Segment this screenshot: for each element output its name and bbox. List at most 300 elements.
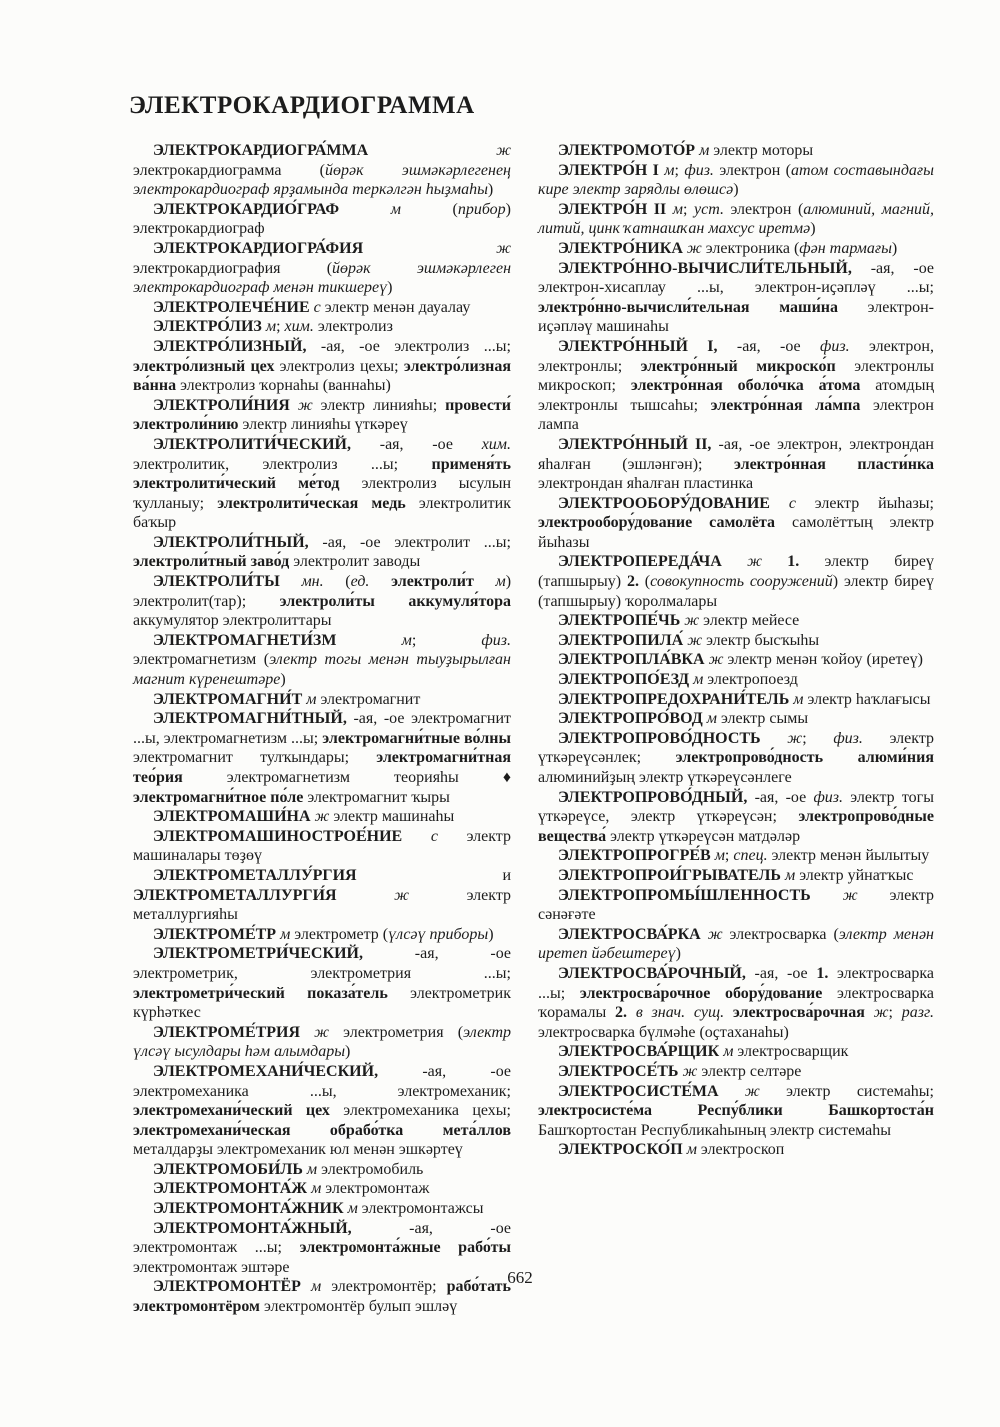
headword: ЭЛЕКТРО́ЛИЗНЫЙ, xyxy=(153,337,307,355)
example-phrase: электро́нно-вычисли́тельная маши́на xyxy=(538,298,838,316)
dictionary-entry xyxy=(538,650,934,670)
grammar-label: м xyxy=(664,161,675,179)
grammar-label: м xyxy=(280,925,291,943)
running-head: ЭЛЕКТРОКАРДИОГРАММА xyxy=(129,92,475,119)
headword: ЭЛЕКТРО́ННЫЙ I, xyxy=(558,337,718,355)
grammar-label: физ. xyxy=(684,161,714,179)
plain-text: ; xyxy=(724,847,734,865)
plain-text: электр металлургияһы xyxy=(133,886,511,924)
headword: ЭЛЕКТРОПЛА́ВКА xyxy=(558,651,705,669)
plain-text xyxy=(280,573,302,590)
plain-text xyxy=(402,828,431,845)
plain-text: электрометрик күрһәткес xyxy=(133,984,511,1022)
plain-text: ) xyxy=(280,671,286,689)
plain-text xyxy=(301,1278,311,1295)
example-phrase: электросва́рочное обору́дование xyxy=(579,984,823,1002)
plain-text: электр тогы үткәреүсе, электр үткәреүсән; xyxy=(538,788,934,826)
dictionary-entry xyxy=(538,925,934,964)
dictionary-entry xyxy=(538,866,934,886)
dictionary-entry xyxy=(133,298,511,318)
plain-text: электрондан яһалған пластинка xyxy=(538,475,754,493)
grammar-label: ж xyxy=(686,239,702,257)
headword: ЭЛЕКТРОПРОГРЕ́В xyxy=(558,847,711,865)
headword: ЭЛЕКТРОПРО́ВОД xyxy=(558,710,703,728)
dictionary-entry xyxy=(133,337,511,396)
plain-text: электролиз xyxy=(313,318,393,336)
example-phrase: электроли́т xyxy=(391,573,474,591)
plain-text: электр линияһы үткәреү xyxy=(238,416,408,434)
grammar-label: м xyxy=(401,631,412,649)
dictionary-entry xyxy=(538,141,934,161)
example-phrase: электромагни́тные во́лны xyxy=(322,729,511,747)
plain-text: электр үткәреүсән матдәләр xyxy=(606,827,801,845)
plain-text xyxy=(724,1004,733,1021)
plain-text: самолёттың электр йыһазы xyxy=(538,514,934,551)
plain-text: электр селтәре xyxy=(697,1062,802,1080)
headword: ЭЛЕКТРОМЕТАЛЛУ́РГИЯ xyxy=(153,866,357,884)
dictionary-entry xyxy=(538,337,934,435)
grammar-label: м xyxy=(793,690,804,708)
dictionary-entry xyxy=(538,886,934,925)
plain-text: электромагнит тулҡындары; xyxy=(133,749,377,767)
plain-text: электрокардиограмма ( xyxy=(133,161,325,179)
dictionary-entry xyxy=(538,611,934,631)
example-phrase: электромехани́ческий цех xyxy=(133,1102,330,1120)
grammar-label: ж xyxy=(787,729,803,747)
dictionary-entry xyxy=(538,161,934,200)
plain-text: ) электролит(тар); xyxy=(133,573,512,610)
plain-text: электрон, электронлы; xyxy=(538,337,934,375)
headword: ЭЛЕКТРОКАРДИОГРА́ММА xyxy=(153,142,369,159)
headword: ЭЛЕКТРОЛИ́НИЯ xyxy=(153,396,290,414)
plain-text: электроскоп xyxy=(696,1141,785,1159)
example-phrase: электромехани́ческая обрабо́тка мета́ллов xyxy=(133,1121,511,1139)
dictionary-entry xyxy=(133,1023,511,1062)
dictionary-entry xyxy=(538,1042,934,1062)
headword: ЭЛЕКТРОКАРДИО́ГРАФ xyxy=(153,200,340,218)
left-column xyxy=(133,141,511,1317)
plain-text: электромеханика цехы; xyxy=(329,1102,512,1120)
plain-text: электр һаҡлағысы xyxy=(803,690,931,708)
plain-text: электролиз ысулын ҡулланыу; xyxy=(133,475,512,512)
grammar-label: ж xyxy=(314,808,330,826)
headword: ЭЛЕКТРОКАРДИОГРА́ФИЯ xyxy=(153,239,364,257)
plain-text: аккумулятор электролиттары xyxy=(133,612,332,630)
plain-text: электр машинаһы xyxy=(329,808,455,826)
dictionary-entry xyxy=(133,239,511,298)
grammar-label: ж xyxy=(842,886,858,904)
plain-text: ) xyxy=(733,181,739,199)
plain-text xyxy=(770,495,789,512)
grammar-label: м xyxy=(310,1278,322,1296)
example-phrase: 1. xyxy=(787,553,800,571)
headword: ЭЛЕКТРОПИЛА́ xyxy=(558,631,684,649)
headword: ЭЛЕКТРОМОТО́Р xyxy=(558,142,696,159)
grammar-label: хим. xyxy=(284,318,314,336)
grammar-label: ж xyxy=(496,142,511,159)
example-phrase: электро́лизная ва́нна xyxy=(133,357,512,395)
plain-text xyxy=(300,1024,314,1041)
example-phrase: электромагни́тная тео́рия xyxy=(133,749,511,786)
grammar-label: м xyxy=(693,671,704,689)
dictionary-entry xyxy=(133,533,511,572)
plain-text: -ая, -ое электромеханика ...ы, электромеханик; xyxy=(133,1062,511,1100)
grammar-label: физ. xyxy=(833,729,863,747)
headword: ЭЛЕКТРОМЕХАНИ́ЧЕСКИЙ, xyxy=(153,1062,379,1080)
grammar-label: электр тогы менән тыуҙырылған магнит күренештәре xyxy=(133,651,511,689)
dictionary-entry xyxy=(538,729,934,788)
headword: ЭЛЕКТРОПЕ́ЧЬ xyxy=(558,612,681,630)
plain-text: ; xyxy=(683,200,694,218)
dictionary-entry xyxy=(538,1062,934,1082)
plain-text: электр сәнәғәте xyxy=(538,886,934,924)
dictionary-entry xyxy=(538,200,934,239)
plain-text: электросварщик xyxy=(733,1043,849,1061)
plain-text xyxy=(719,1083,745,1100)
plain-text: электролит заводы xyxy=(289,553,421,571)
grammar-label: физ. xyxy=(813,788,844,806)
plain-text: электр бысҡыһы xyxy=(702,631,820,649)
plain-text: Башҡортостан Республикаһының электр системаһы xyxy=(538,1121,892,1139)
example-phrase: применя́ть электролити́ческий ме́тод xyxy=(133,455,511,493)
headword: ЭЛЕКТРО́НИКА xyxy=(558,239,683,257)
example-phrase: электроли́тный заво́д xyxy=(133,553,290,571)
plain-text: электромонтаж xyxy=(321,1180,430,1198)
plain-text: ) xyxy=(810,220,816,238)
headword: ЭЛЕКТРОСВА́РЩИК xyxy=(558,1043,720,1061)
dictionary-entry xyxy=(538,670,934,690)
plain-text: электромагнит ҡыры xyxy=(303,788,450,806)
grammar-label: м xyxy=(495,573,506,591)
grammar-label: с xyxy=(313,298,321,316)
example-phrase: электросисте́ма Респу́блики Башкортоста́н xyxy=(538,1102,934,1120)
dictionary-entry xyxy=(538,1082,934,1141)
grammar-label: в знач. сущ. xyxy=(635,1004,725,1022)
plain-text: электр менән ҡойоу (иретеү) xyxy=(723,651,923,669)
grammar-label: алюминий, магний, литий, цинк ҡатнашҡан махсус иретмә xyxy=(538,200,935,238)
example-phrase: электролити́ческая медь xyxy=(217,494,406,512)
grammar-label: ж xyxy=(873,1004,889,1022)
plain-text: ) электрокардиограф xyxy=(133,200,511,238)
plain-text: -ая, -ое электролиз ...ы; xyxy=(306,337,511,355)
plain-text: ) xyxy=(387,279,393,297)
plain-text: -ая, -ое электромонтаж ...ы; xyxy=(133,1219,511,1257)
plain-text: -ая, -ое электрон, электрондан яһалған (эшләнгән); xyxy=(538,435,934,473)
plain-text xyxy=(369,573,391,590)
plain-text: электрон лампа xyxy=(538,396,934,434)
plain-text: ) xyxy=(675,945,681,963)
plain-text: электромагнетизм ( xyxy=(133,651,270,669)
grammar-label: физ. xyxy=(820,337,850,355)
plain-text: электролитик, электролиз ...ы; xyxy=(133,455,432,473)
headword: ЭЛЕКТРОМАГНИ́Т xyxy=(153,690,303,708)
plain-text: электропоезд xyxy=(703,671,798,689)
plain-text: электросварка ...ы; xyxy=(538,964,934,1002)
plain-text: электр линияһы; xyxy=(312,396,446,414)
dictionary-entry xyxy=(538,259,934,337)
plain-text: -ая, -ое xyxy=(717,337,821,355)
headword: ЭЛЕКТРОСВА́РКА xyxy=(558,925,701,943)
grammar-label: совокупность сооружений xyxy=(650,573,833,591)
dictionary-entry xyxy=(133,827,511,866)
dictionary-entry xyxy=(538,690,934,710)
grammar-label: м xyxy=(714,847,725,865)
right-column xyxy=(538,141,934,1160)
plain-text: электромобиль xyxy=(317,1160,424,1178)
dictionary-entry xyxy=(133,631,511,690)
grammar-label: ж xyxy=(687,631,703,649)
dictionary-entry xyxy=(133,807,511,827)
plain-text: ; xyxy=(802,729,834,747)
headword: ЭЛЕКТРОСЕ́ТЬ xyxy=(558,1062,679,1080)
plain-text: ) xyxy=(345,1043,351,1061)
grammar-label: м xyxy=(390,200,401,218)
grammar-label: ж xyxy=(314,1023,330,1041)
dictionary-entry xyxy=(133,1062,511,1160)
plain-text: ; xyxy=(888,1004,902,1022)
headword: ЭЛЕКТРОМАШИНОСТРОЕ́НИЕ xyxy=(153,827,403,845)
grammar-label: м xyxy=(311,1180,322,1198)
dictionary-entry xyxy=(538,435,934,494)
plain-text: электролиз ҡорнаһы (ваннаһы) xyxy=(176,377,391,395)
plain-text: электрометрия ( xyxy=(329,1023,464,1041)
plain-text: электр менән йылытыу xyxy=(767,847,930,865)
plain-text: ( xyxy=(323,573,351,591)
headword: ЭЛЕКТРОМОНТЁР xyxy=(153,1278,301,1296)
plain-text: электр биреү (тапшырыу) xyxy=(538,553,934,591)
headword: ЭЛЕКТРОМЕТАЛЛУРГИ́Я xyxy=(133,886,337,904)
dictionary-entry xyxy=(133,1219,511,1278)
plain-text: -ая, -ое электрон-хисаплау ...ы, электрон-иҫәпләү ...ы; xyxy=(538,259,934,297)
plain-text: электрометр ( xyxy=(290,925,389,943)
headword: ЭЛЕКТРО́ЛИЗ xyxy=(153,318,262,336)
dictionary-entry xyxy=(133,1199,511,1219)
dictionary-entry xyxy=(133,690,511,710)
plain-text: ( xyxy=(638,573,651,591)
plain-text xyxy=(762,553,787,570)
grammar-label: ж xyxy=(747,553,762,571)
plain-text xyxy=(761,730,788,747)
dictionary-entry xyxy=(133,1179,511,1199)
plain-text: -ая, -ое электролит ...ы; xyxy=(308,533,511,551)
headword: ЭЛЕКТРОМОНТА́Ж xyxy=(153,1180,308,1198)
grammar-label: м xyxy=(306,690,317,708)
plain-text xyxy=(339,201,391,218)
grammar-label: ж xyxy=(708,651,724,669)
grammar-label: мн. xyxy=(301,573,324,591)
dictionary-entry xyxy=(133,435,511,533)
headword: ЭЛЕКТРОМОНТА́ЖНЫЙ, xyxy=(153,1219,352,1237)
plain-text: электр менән дауалау xyxy=(320,298,471,316)
plain-text xyxy=(474,573,496,590)
example-phrase: электромагни́тное по́ле xyxy=(133,788,304,806)
plain-text: металдарҙы электромеханик юл менән эшкәртеү xyxy=(133,1141,463,1159)
example-phrase: электрообору́дование самолёта xyxy=(538,514,776,532)
dictionary-entry xyxy=(538,631,934,651)
dictionary-entry xyxy=(133,1277,511,1316)
grammar-label: йөрәк эшмәкәрлеген электрокардиограф менән тикшереү xyxy=(133,259,511,297)
example-phrase: электросва́рочная xyxy=(732,1004,865,1022)
plain-text: ( xyxy=(400,200,458,218)
plain-text xyxy=(337,887,395,904)
plain-text: электромагнетизм теорияһы ♦ xyxy=(182,769,511,786)
plain-text: электросварка бүлмәһе (оҫтаханаһы) xyxy=(538,1023,789,1041)
grammar-label: м xyxy=(306,1160,318,1178)
plain-text: -ая, -ое xyxy=(350,435,482,453)
grammar-label: м xyxy=(686,1141,697,1159)
example-phrase: электро́нная ла́мпа xyxy=(710,396,861,414)
plain-text: ; xyxy=(276,318,285,336)
grammar-label: м xyxy=(699,142,710,159)
headword: ЭЛЕКТРОМАГНЕТИ́ЗМ xyxy=(153,631,337,649)
dictionary-entry xyxy=(133,944,511,1022)
headword: ЭЛЕКТРОЛИ́ТНЫЙ, xyxy=(153,533,309,551)
headword: ЭЛЕКТРОМЕ́ТР xyxy=(153,925,277,943)
headword: ЭЛЕКТРОСВА́РОЧНЫЙ, xyxy=(558,964,746,982)
dictionary-entry xyxy=(133,866,511,925)
dictionary-entry xyxy=(538,1140,934,1160)
headword: ЭЛЕКТРОСКО́П xyxy=(558,1141,683,1159)
example-phrase: 2. xyxy=(626,573,639,591)
headword: ЭЛЕКТРОПРОМЫ́ШЛЕННОСТЬ xyxy=(558,886,811,904)
grammar-label: м xyxy=(672,200,684,218)
headword: ЭЛЕКТРО́Н II xyxy=(558,200,667,218)
plain-text xyxy=(336,632,401,649)
plain-text: электр машиналары төҙөү xyxy=(133,827,511,865)
plain-text: -ая, -ое электромагнит ...ы, электромагнетизм ...ы; xyxy=(133,710,511,747)
dictionary-entry xyxy=(538,552,934,611)
plain-text xyxy=(627,1004,636,1021)
plain-text: электронлы микроскоп; xyxy=(538,357,935,395)
plain-text xyxy=(701,926,708,943)
example-phrase: электро́лизный цех xyxy=(133,357,275,375)
grammar-label: с xyxy=(430,827,438,845)
plain-text: ) xyxy=(488,925,494,943)
plain-text: электр сымы xyxy=(716,710,809,728)
grammar-label: м xyxy=(784,866,796,884)
plain-text: -ая, -ое xyxy=(745,964,817,982)
headword: ЭЛЕКТРОЛЕЧЕ́НИЕ xyxy=(153,298,310,316)
headword: ЭЛЕКТРОПРОВО́ДНОСТЬ xyxy=(558,729,761,747)
grammar-label: уст. xyxy=(693,200,724,218)
plain-text: электромонтаж эштәре xyxy=(133,1258,290,1276)
plain-text: электроника ( xyxy=(701,239,800,257)
example-phrase: электро́нная оболо́чка а́тома xyxy=(630,377,861,395)
headword: ЭЛЕКТРОПРЕДОХРАНИ́ТЕЛЬ xyxy=(558,690,790,708)
headword: ЭЛЕКТРОСИСТЕ́МА xyxy=(558,1082,719,1100)
dictionary-entry xyxy=(538,709,934,729)
plain-text: -ая, -ое xyxy=(747,788,814,806)
plain-text: атомдың электронлы тышсаһы; xyxy=(538,377,935,414)
headword: ЭЛЕКТРОПО́ЕЗД xyxy=(558,671,690,689)
plain-text: электрон-иҫәпләү машинаһы xyxy=(538,298,934,336)
dictionary-entry xyxy=(133,396,511,435)
headword: ЭЛЕКТРО́Н I xyxy=(558,161,659,179)
grammar-label: м xyxy=(347,1200,358,1218)
plain-text: ) xyxy=(891,239,898,257)
headword: ЭЛЕКТРОМЕ́ТРИЯ xyxy=(153,1023,301,1041)
plain-text: ; xyxy=(411,631,482,649)
example-phrase: рабо́тать электромонтёром xyxy=(133,1278,511,1316)
plain-text: электр мейесе xyxy=(699,612,800,630)
grammar-label: прибор xyxy=(457,200,506,218)
grammar-label: йөрәк эшмәкәрлегенең электрокардиограф ярҙамында теркәлгән һыҙмаһы xyxy=(133,161,511,199)
plain-text: алюминийҙың электр үткәреүсәнлеге xyxy=(538,769,792,786)
plain-text: электрон ( xyxy=(723,200,804,218)
grammar-label: м xyxy=(723,1043,734,1061)
example-phrase: 2. xyxy=(615,1004,628,1022)
dictionary-entry xyxy=(538,788,934,847)
plain-text: электромонтёр булып эшләү xyxy=(259,1298,458,1316)
plain-text: электролитик баҡыр xyxy=(133,494,511,532)
example-phrase: электро́нная пласти́нка xyxy=(733,455,934,473)
headword: ЭЛЕКТРООБОРУ́ДОВАНИЕ xyxy=(558,494,770,512)
grammar-label: ж xyxy=(394,886,410,904)
headword: ЭЛЕКТРОМАШИ́НА xyxy=(153,808,311,826)
example-phrase: электропрово́дность алюми́ния xyxy=(675,749,934,767)
grammar-label: электр менән иретеп йәбештереү xyxy=(538,925,934,963)
grammar-label: ж xyxy=(496,239,511,257)
grammar-label: м xyxy=(265,318,277,336)
dictionary-entry xyxy=(538,846,934,866)
dictionary-entry xyxy=(538,964,934,1042)
grammar-label: фән тармағы xyxy=(799,239,892,257)
dictionary-entry xyxy=(133,200,511,239)
headword: ЭЛЕКТРОПРОВО́ДНЫЙ, xyxy=(558,788,748,806)
page-number: 662 xyxy=(507,1268,533,1287)
grammar-label: ж xyxy=(707,925,723,943)
plain-text: и xyxy=(356,866,511,884)
plain-text xyxy=(865,1004,874,1021)
example-phrase: 1. xyxy=(816,964,829,982)
dictionary-entry xyxy=(538,494,934,553)
plain-text: электрон ( xyxy=(713,161,792,179)
grammar-label: ж xyxy=(744,1082,760,1100)
plain-text: электросварка ( xyxy=(722,925,839,943)
plain-text: ; xyxy=(674,161,685,179)
dictionary-entry xyxy=(133,141,511,200)
example-phrase: электрометри́ческий показа́тель xyxy=(133,984,388,1002)
dictionary-entry xyxy=(133,572,511,631)
plain-text: электромонтажсы xyxy=(357,1200,484,1218)
plain-text: -ая, -ое электрометрик, электрометрия ...ы; xyxy=(133,945,511,982)
headword: ЭЛЕКТРОМОНТА́ЖНИК xyxy=(153,1200,344,1218)
grammar-label: с xyxy=(788,494,796,512)
plain-text: ) электр биреү (тапшырыу) ҡоролмалары xyxy=(538,573,935,610)
plain-text: электросварка ҡорамалы xyxy=(538,984,935,1022)
headword: ЭЛЕКТРОМЕТРИ́ЧЕСКИЙ, xyxy=(153,945,363,963)
plain-text: электр уйнатҡыс xyxy=(795,866,914,884)
plain-text xyxy=(368,142,496,159)
plain-text: электролиз цехы; xyxy=(274,357,404,375)
dictionary-entry xyxy=(133,317,511,337)
grammar-label: атом составындағы кире электр зарядлы өлөшсә xyxy=(538,161,934,199)
headword: ЭЛЕКТРОМАГНИ́ТНЫЙ, xyxy=(153,710,347,728)
example-phrase: электропрово́дные вещества́ xyxy=(538,808,934,845)
plain-text: ) xyxy=(487,181,494,199)
grammar-label: ж xyxy=(684,612,700,630)
plain-text: электромагнит xyxy=(316,690,421,708)
dictionary-entry xyxy=(133,1160,511,1180)
plain-text xyxy=(811,887,843,904)
plain-text: электр йыһазы; xyxy=(795,494,935,512)
headword: ЭЛЕКТРОЛИ́ТЫ xyxy=(153,573,280,591)
plain-text: электр системаһы; xyxy=(759,1082,934,1100)
grammar-label: хим. xyxy=(481,435,511,453)
grammar-label: ед. xyxy=(350,573,370,591)
plain-text: электр үткәреүсәнлек; xyxy=(538,729,935,767)
headword: ЭЛЕКТРОПРОИ́ГРЫВАТЕЛЬ xyxy=(558,866,781,884)
